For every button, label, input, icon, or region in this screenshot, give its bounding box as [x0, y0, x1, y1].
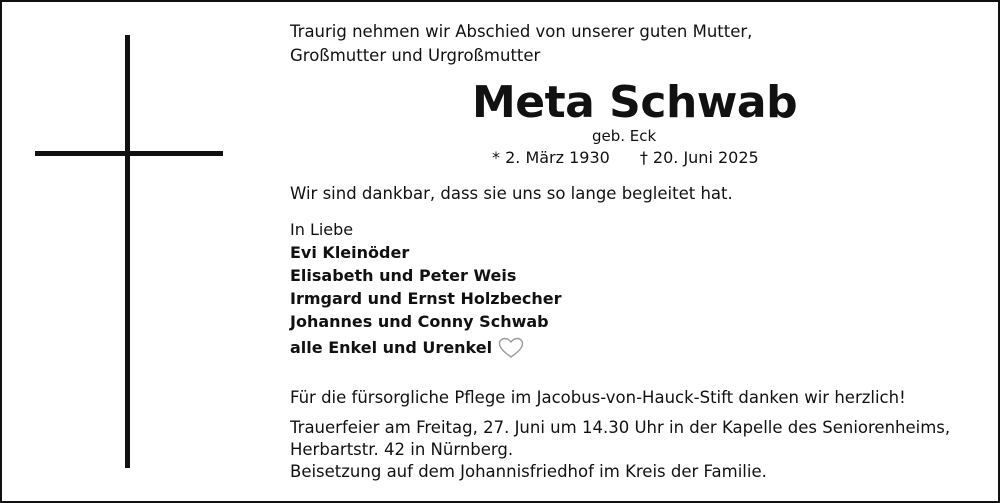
intro-text — [290, 20, 752, 68]
service-info — [290, 417, 950, 483]
intro-line-2: Großmutter und Urgroßmutter — [290, 46, 541, 65]
service-line-3: Beisetzung auf dem Johannisfriedhof im Kreis der Familie. — [290, 462, 767, 481]
intro-line-1: Traurig nehmen wir Abschied von unserer guten Mutter, — [290, 22, 753, 41]
life-dates — [492, 146, 759, 170]
mourners-list — [290, 241, 562, 333]
care-thanks: Für die fürsorgliche Pflege im Jacobus-von-Hauck-Stift danken wir herzlich! — [290, 388, 906, 407]
death-date: † 20. Juni 2025 — [639, 148, 759, 167]
in-love-label: In Liebe — [290, 220, 354, 239]
birth-date: * 2. März 1930 — [492, 148, 610, 167]
thanks-line: Wir sind dankbar, dass sie uns so lange begleitet hat. — [290, 184, 733, 203]
mourner-item: Evi Kleinöder — [290, 243, 410, 262]
cross-icon-horizontal-bar — [35, 151, 223, 156]
grandchildren-text: alle Enkel und Urenkel — [290, 338, 493, 357]
maiden-name: geb. Eck — [592, 127, 657, 145]
grandchildren-line — [290, 336, 524, 360]
service-line-2: Herbartstr. 42 in Nürnberg. — [290, 440, 514, 459]
mourner-item: Irmgard und Ernst Holzbecher — [290, 289, 562, 308]
cross-icon-vertical-bar — [125, 35, 130, 468]
service-line-1: Trauerfeier am Freitag, 27. Juni um 14.30 Uhr in der Kapelle des Seniorenheims, — [290, 418, 951, 437]
mourner-item: Elisabeth und Peter Weis — [290, 266, 517, 285]
mourner-item: Johannes und Conny Schwab — [290, 312, 549, 331]
heart-outline-icon — [498, 337, 524, 359]
deceased-name: Meta Schwab — [472, 77, 798, 128]
